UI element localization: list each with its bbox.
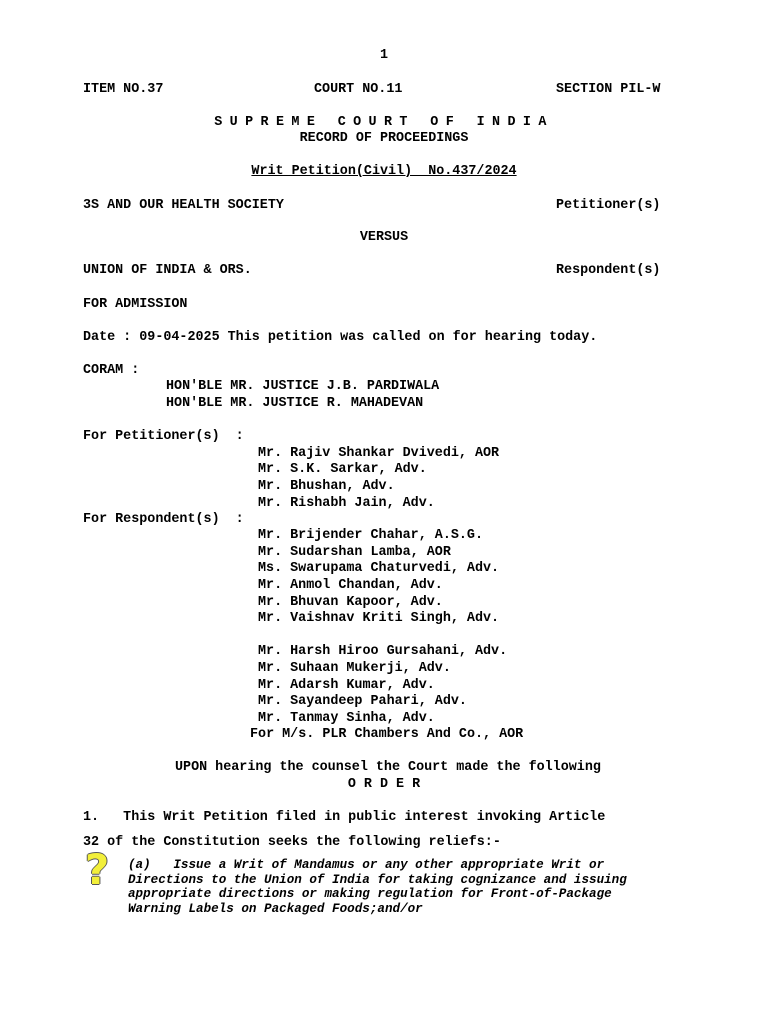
item-number: ITEM NO.37 [83,82,164,97]
respondent-counsel: Mr. Anmol Chandan, Adv. [258,578,443,593]
relief-a-line: Warning Labels on Packaged Foods;and/or [128,902,423,916]
petitioner-counsel: Mr. Bhushan, Adv. [258,479,395,494]
relief-a-line: (a) Issue a Writ of Mandamus or any other appropriate Writ or [128,858,605,872]
coram-judge: HON'BLE MR. JUSTICE J.B. PARDIWALA [166,379,440,394]
upon-hearing-line: UPON hearing the counsel the Court made the following [175,760,601,775]
respondent-counsel: Mr. Vaishnav Kriti Singh, Adv. [258,611,500,626]
page-number: 1 [379,48,389,63]
respondent-counsel: Mr. Adarsh Kumar, Adv. [258,678,435,693]
versus-label: VERSUS [359,230,409,245]
petitioner-role: Petitioner(s) [556,198,661,213]
paragraph-1-line-1: 1. This Writ Petition filed in public interest invoking Article [83,810,606,825]
respondent-counsel: Ms. Swarupama Chaturvedi, Adv. [258,561,500,576]
record-title: RECORD OF PROCEEDINGS [299,131,469,146]
purpose-label: FOR ADMISSION [83,297,188,312]
respondent-counsel: Mr. Tanmay Sinha, Adv. [258,711,435,726]
petitioner-name: 3S AND OUR HEALTH SOCIETY [83,198,284,213]
relief-a-line: appropriate directions or making regulation for Front-of-Package [128,887,612,901]
for-respondent-label: For Respondent(s) : [83,512,244,527]
petitioner-counsel: Mr. S.K. Sarkar, Adv. [258,462,427,477]
respondent-firm: For M/s. PLR Chambers And Co., AOR [250,727,524,742]
respondent-counsel: Mr. Sayandeep Pahari, Adv. [258,694,467,709]
court-number: COURT NO.11 [314,82,403,97]
paragraph-1-line-2: 32 of the Constitution seeks the following reliefs:- [83,835,501,850]
respondent-counsel: Mr. Sudarshan Lamba, AOR [258,545,451,560]
question-mark-icon[interactable]: ? [84,845,110,894]
order-heading: O R D E R [347,777,421,792]
case-number [0,164,768,180]
coram-label: CORAM : [83,363,140,378]
date-line: Date : 09-04-2025 This petition was called on for hearing today. [83,330,598,345]
section-label: SECTION PIL-W [556,82,661,97]
petitioner-counsel: Mr. Rajiv Shankar Dvivedi, AOR [258,446,500,461]
coram-judge: HON'BLE MR. JUSTICE R. MAHADEVAN [166,396,424,411]
respondent-counsel: Mr. Suhaan Mukerji, Adv. [258,661,451,676]
respondent-role: Respondent(s) [556,263,661,278]
court-name: SUPREME COURT OF INDIA [214,115,554,130]
respondent-name: UNION OF INDIA & ORS. [83,263,252,278]
respondent-counsel: Mr. Brijender Chahar, A.S.G. [258,528,483,543]
respondent-counsel: Mr. Bhuvan Kapoor, Adv. [258,595,443,610]
for-petitioner-label: For Petitioner(s) : [83,429,244,444]
relief-a-line: Directions to the Union of India for taking cognizance and issuing [128,873,627,887]
respondent-counsel: Mr. Harsh Hiroo Gursahani, Adv. [258,644,508,659]
petitioner-counsel: Mr. Rishabh Jain, Adv. [258,496,435,511]
case-number-text: Writ Petition(Civil) No.437/2024 [251,164,517,179]
